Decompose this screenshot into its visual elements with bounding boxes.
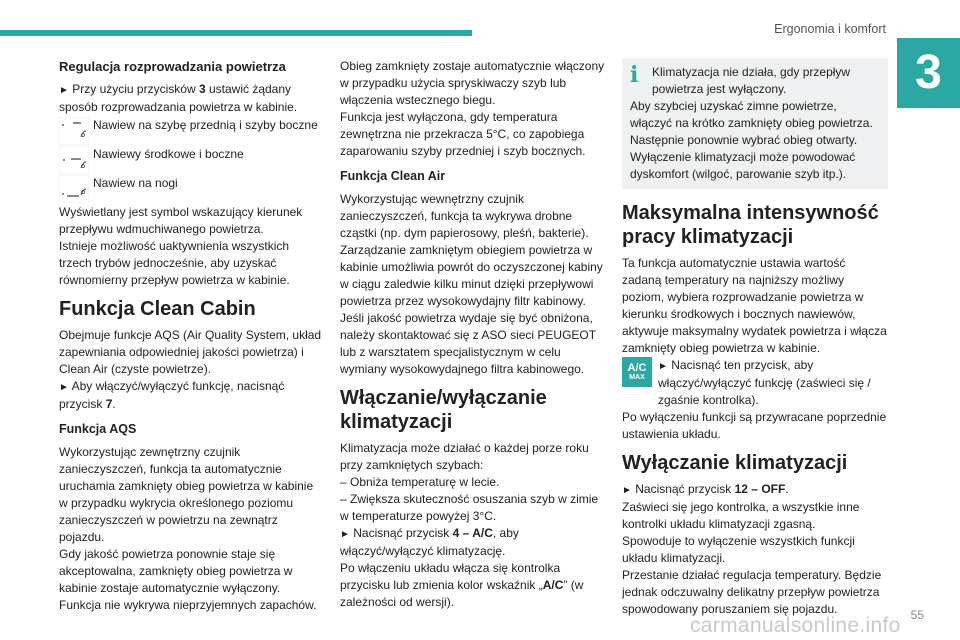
clean-air-text-2: Zarządzanie zamkniętym obiegiem powietrza w kabinie umożliwia powrót do oczyszczonej kabiny w ciągu zaledwie kilku minut dzięki przepływowi powietrza przez wysokowydajny filtr kabinowy. [340,243,603,308]
column-1 [59,58,325,614]
arrow-bullet-icon: ► [59,382,69,393]
info-line-1: Klimatyzacja nie działa, gdy przepływ powietrza jest wyłączony. [652,65,851,96]
ac-on-off-after: Po włączeniu układu włącza się kontrolka przycisku lub zmienia kolor wskaźnik „A/C” (w zależności od wersji). [340,561,584,609]
clean-cabin-text: Obejmuje funkcje AQS (Air Quality System, układ zapewniania odpowiedniej jakości powietrza) i Clean Air (czyste powietrze). [59,328,322,376]
mode-foot: Nawiew na nogi [59,175,325,203]
info-icon: i [630,62,639,88]
recirc-text-1: Obieg zamknięty zostaje automatycznie włączony w przypadku użycia spryskiwaczy szyb lub włączenia wstecznego biegu. [340,59,605,107]
ac-list-item-1: – Obniża temperaturę w lecie. [340,475,500,489]
heading-clean-air: Funkcja Clean Air [340,169,446,183]
column-2 [340,58,606,611]
windshield-vent-icon [59,117,89,145]
ac-on-off-text: Klimatyzacja może działać o każdej porze roku przy zamkniętych szybach: [340,441,589,472]
heading-clean-cabin: Funkcja Clean Cabin [59,298,256,320]
heading-ac-off: Wyłączanie klimatyzacji [622,452,848,474]
heading-max-ac: Maksymalna intensywność pracy klimatyzacji [622,202,879,248]
header-accent-bar [0,30,472,36]
max-ac-text: Ta funkcja automatycznie ustawia wartość zadaną temperatury na najniższy możliwy poziom, wybiera rozprowadzanie powietrza w kierunku środkowych i bocznych nawiewów, aktywuje maksymalny wydatek powietrza i włącza zamknięty obieg powietrza w kabinie. [622,256,887,355]
watermark: carmanualsonline.info [690,614,901,637]
section-title: Ergonomia i komfort [774,22,886,36]
clean-air-text-3: Jeśli jakość powietrza wydaje się być obniżona, należy skontaktować się z ASO sieci PEUGEOT lub z warsztatem specjalistycznym w celu wymiany wysokowydajnego filtra kabinowego. [340,311,596,376]
ac-off-action: ► Nacisnąć przycisk 12 – OFF. [622,482,789,496]
recirc-text-2: Funkcja jest wyłączona, gdy temperatura zewnętrzna nie przekracza 5°C, co zapobiega zaparowaniu szyby przedniej i szyb bocznych. [340,110,586,158]
info-box [622,58,888,189]
ac-off-text-3: Przestanie działać regulacja temperatury. Będzie jednak odczuwalny delikatny przepływ powietrza spowodowany poruszaniem się pojazdu. [622,568,882,616]
heading-air-distribution: Regulacja rozprowadzania powietrza [59,59,286,74]
mode-windshield: Nawiew na szybę przednią i szyby boczne [59,117,325,145]
heading-ac-on-off: Włączanie/wyłączanie klimatyzacji [340,387,547,433]
ac-max-icon: A/C MAX [622,357,652,387]
distribution-intro: ► Przy użyciu przycisków 3 ustawić żądany sposób rozprowadzania powietrza w kabinie. [59,82,298,114]
aqs-text-1: Wykorzystując zewnętrzny czujnik zanieczyszczeń, funkcja ta automatycznie uruchamia zamknięty obieg powietrza w kabinie w przypadku wykrycia określonego poziomu zanieczyszczeń w powietrzu na zewnątrz pojazdu. [59,445,314,544]
aqs-text-2: Gdy jakość powietrza ponownie staje się akceptowalna, zamknięty obieg powietrza w kabinie zostaje automatycznie wyłączony. [59,547,293,595]
mode-center: Nawiewy środkowe i boczne [59,146,325,174]
distribution-note-2: Istnieje możliwość uaktywnienia wszystkich trzech trybów jednocześnie, aby uzyskać równomierny przepływ powietrza w kabinie. [59,239,290,287]
distribution-note-1: Wyświetlany jest symbol wskazujący kierunek przepływu wdmuchiwanego powietrza. [59,205,303,236]
center-vent-icon [59,146,89,174]
max-ac-action-row [622,357,888,409]
max-ac-action: ► Nacisnąć ten przycisk, aby włączyć/wyłączyć funkcję (zaświeci się / zgaśnie kontrolka). [658,358,871,407]
heading-aqs: Funkcja AQS [59,422,137,436]
clean-air-text-1: Wykorzystując wewnętrzny czujnik zanieczyszczeń, funkcja ta wykrywa drobne cząstki (np. dym papierosowy, pleśń, bakterie). [340,192,589,240]
aqs-text-3: Funkcja nie wykrywa nieprzyjemnych zapachów. [59,598,317,612]
info-line-2: Aby szybciej uzyskać zimne powietrze, włączyć na krótko zamknięty obieg powietrza. Następnie ponownie wybrać obieg otwarty. [630,99,873,147]
max-ac-after: Po wyłączeniu funkcji są przywracane poprzednie ustawienia układu. [622,410,887,441]
ac-list-item-2: – Zwiększa skuteczność osuszania szyb w zimie w temperaturze powyżej 3°C. [340,492,599,523]
chapter-tab: 3 [897,38,960,108]
foot-vent-icon [59,175,89,203]
ac-on-off-action: ► Nacisnąć przycisk 4 – A/C, aby włączyć/wyłączyć klimatyzację. [340,526,519,558]
ac-off-text-2: Spowoduje to wyłączenie wszystkich funkcji układu klimatyzacji. [622,534,855,565]
arrow-bullet-icon: ► [622,485,632,496]
column-3 [622,58,888,618]
clean-cabin-action: ► Aby włączyć/wyłączyć funkcję, nacisnąć przycisk 7. [59,379,285,411]
arrow-bullet-icon: ► [658,361,668,372]
ac-off-text-1: Zaświeci się jego kontrolka, a wszystkie inne kontrolki układu klimatyzacji zgasną. [622,500,860,531]
page-number: 55 [910,608,924,622]
arrow-bullet-icon: ► [59,85,69,96]
info-line-3: Wyłączenie klimatyzacji może powodować dyskomfort (wilgoć, parowanie szyb itp.). [630,150,856,181]
arrow-bullet-icon: ► [340,529,350,540]
